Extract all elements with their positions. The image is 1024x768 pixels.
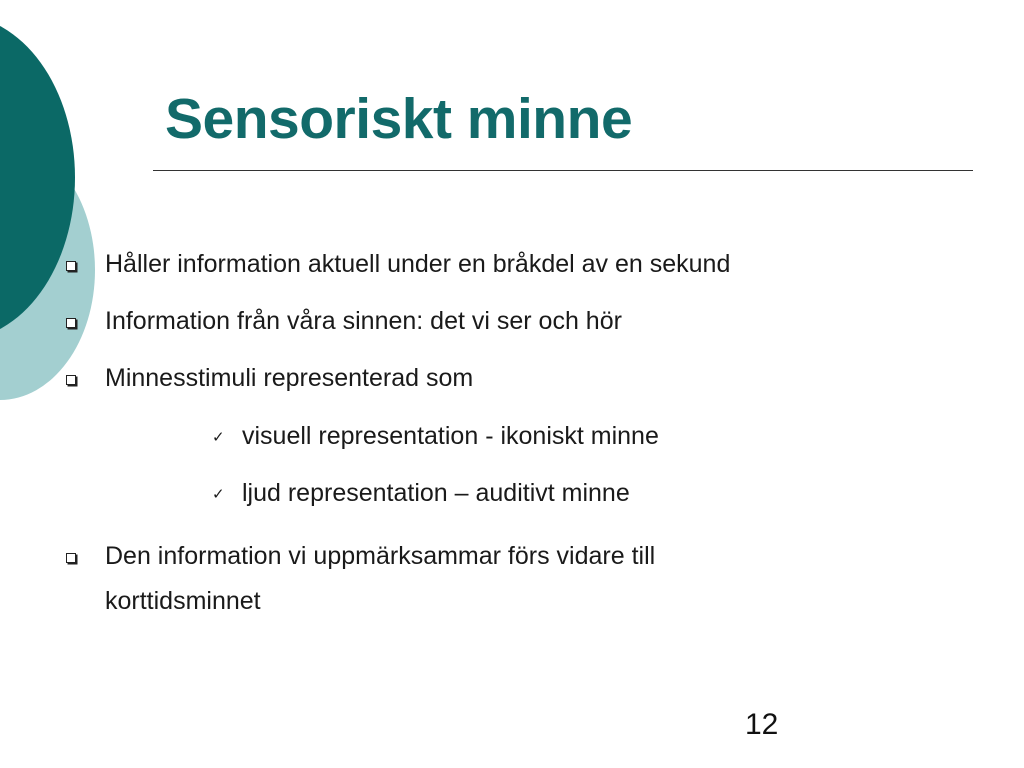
slide-title: Sensoriskt minne — [165, 87, 633, 151]
bullet-text: Information från våra sinnen: det vi ser och hör — [105, 307, 622, 335]
page-number: 12 — [745, 708, 779, 741]
bullet-text: Minnesstimuli representerad som — [105, 364, 474, 392]
sub-bullet-text: visuell representation - ikoniskt minne — [242, 422, 659, 450]
sub-bullet-text: ljud representation – auditivt minne — [242, 479, 630, 507]
checkmark-icon: ✓ — [212, 428, 225, 446]
bullet-text: Den information vi uppmärksammar förs vidare till — [105, 542, 656, 570]
bullet-text-continuation: korttidsminnet — [105, 587, 261, 615]
square-bullet-icon — [66, 318, 76, 328]
title-divider — [153, 170, 973, 171]
square-bullet-icon — [66, 553, 76, 563]
bullet-text: Håller information aktuell under en bråkdel av en sekund — [105, 250, 731, 278]
square-bullet-icon — [66, 375, 76, 385]
square-bullet-icon — [66, 261, 76, 271]
checkmark-icon: ✓ — [212, 485, 225, 503]
